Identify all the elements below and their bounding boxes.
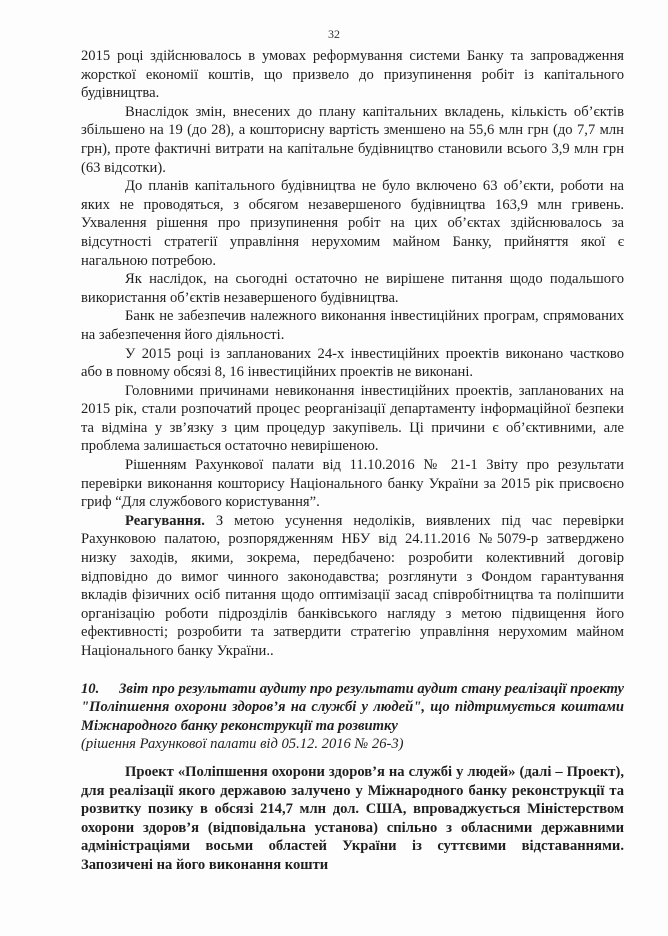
paragraph-consequence: Як наслідок, на сьогодні остаточно не вирішене питання щодо подальшого використання об’єктів незавершеного будівництва. — [81, 271, 624, 306]
section-reference: (рішення Рахункової палати від 05.12. 2016 № 26-3) — [81, 736, 404, 753]
document-body — [81, 47, 624, 875]
paragraph-project-description: Проект «Поліпшення охорони здоров’я на службі у людей» (далі – Проект), для реалізації якого державою залучено у Міжнародного банку реконструкції та розвитку позику в обсязі 214,7 млн дол. США, впроваджується Міністерством охорони здоров’я (відповідальна установа) спільно з обласними державними адміністраціями восьми областей України із суттєвими відставаннями. Запозичені на його виконання кошти — [81, 763, 624, 873]
response-label: Реагування. — [125, 512, 205, 529]
paragraph-response — [81, 512, 624, 661]
section-title: Звіт про результати аудиту про результати аудит стану реалізації проекту "Поліпшення охорони здоров’я на службі у людей", що підтримується коштами Міжнародного банку реконструкції та розвитку — [81, 680, 624, 734]
section-heading — [81, 680, 624, 754]
paragraph-main-reasons: Головними причинами невиконання інвестиційних проектів, запланованих на 2015 рік, стали розпочатий процес реорганізації департаменту інформаційної безпеки та відміна у зв’язку з цим процедур закупівель. Ці причини є об’єктивними, але проблема залишається остаточно невирішеною. — [81, 382, 624, 455]
paragraph-continuation: 2015 році здійснювалось в умовах реформування системи Банку та запровадження жорсткої економії коштів, що призвело до призупинення робіт із капітального будівництва. — [81, 48, 624, 102]
page-number: 32 — [328, 27, 340, 41]
paragraph-2015-projects: У 2015 році із запланованих 24-х інвестиційних проектів виконано частково або в повному обсязі 8, 16 інвестиційних проектів не виконані. — [81, 345, 624, 381]
paragraph-investment-programs: Банк не забезпечив належного виконання інвестиційних програм, спрямованих на забезпечення його діяльності. — [81, 308, 624, 343]
section-number: 10. — [81, 680, 100, 697]
paragraph-excluded-objects: До планів капітального будівництва не було включено 63 об’єкти, роботи на яких не проводяться, з обсягом незавершеного будівництва 163,9 млн гривень. Ухвалення рішення про призупинення робіт на цих об’єктах здійснювалось за відсутності стратегії управління нерухомим майном Банку, прийняття якої є нагальною потребою. — [81, 178, 624, 269]
paragraph-capital-investment-changes: Внаслідок змін, внесених до плану капітальних вкладень, кількість об’єктів збільшено на 19 (до 28), а кошторисну вартість зменшено на 55,6 млн грн (до 7,7 млн грн), проте фактичні витрати на капітальне будівництво становили всього 3,9 млн грн (63 відсотки). — [81, 103, 624, 176]
response-text: З метою усунення недоліків, виявлених під час перевірки Рахунковою палатою, розпорядженням НБУ від 24.11.2016 №5079-р затверджено низку заходів, якими, зокрема, передбачено: розробити колективний договір відповідно до вимог чинного законодавства; розглянути з Фондом гарантування вкладів фізичних осіб питання щодо оптимізації засад співробітництва та поліпшити організацію роботи підрозділів банківського нагляду з метою підвищення його ефективності; розробити та затвердити стратегію управління нерухомим майном Національного банку України.. — [81, 512, 624, 659]
paragraph-decision-classification: Рішенням Рахункової палати від 11.10.2016 № 21-1 Звіту про результати перевірки виконання кошторису Національного банку України за 2015 рік присвоєно гриф “Для службового користування”. — [81, 457, 624, 511]
